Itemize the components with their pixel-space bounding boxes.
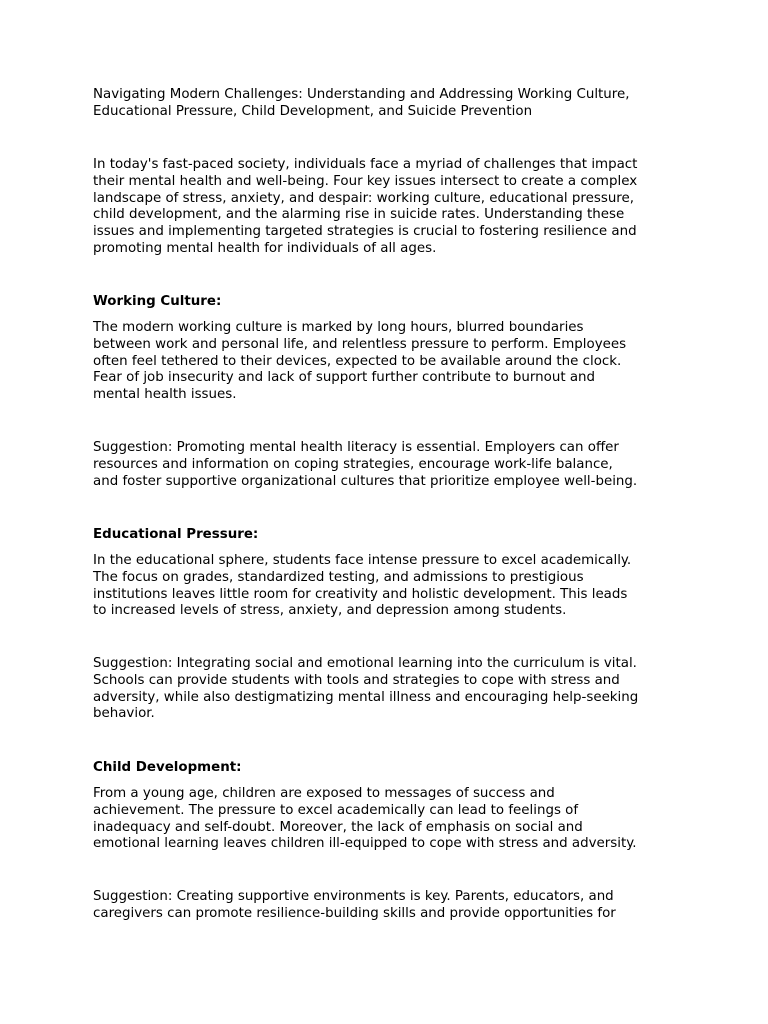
intro-paragraph: In today's fast-paced society, individuals face a myriad of challenges that impact their mental health and well-being. Four key issues intersect to create a complex landscape of stress, anxiety, and despair: working culture, educational pressure, child development, and the alarming rise in suicide rates. Understanding these issues and implementing targeted strategies is crucial to fostering resilience and promoting mental health for individuals of all ages. (93, 157, 638, 256)
document-title: Navigating Modern Challenges: Understanding and Addressing Working Culture, Educational Pressure, Child Development, and Suicide Prevention (93, 87, 630, 119)
section-suggestion-child-development: Suggestion: Creating supportive environments is key. Parents, educators, and caregivers can promote resilience-building skills and provide opportunities for (93, 889, 616, 921)
section-heading-working-culture: Working Culture: (93, 294, 222, 309)
section-suggestion-educational-pressure: Suggestion: Integrating social and emotional learning into the curriculum is vital. Schools can provide students with tools and strategies to cope with stress and adversity, while also destigmatizing mental illness and encouraging help-seeking behavior. (93, 656, 639, 722)
section-suggestion-working-culture: Suggestion: Promoting mental health literacy is essential. Employers can offer resources and information on coping strategies, encourage work-life balance, and foster supportive organizational cultures that prioritize employee well-being. (93, 440, 638, 489)
section-body-working-culture: The modern working culture is marked by long hours, blurred boundaries between work and personal life, and relentless pressure to perform. Employees often feel tethered to their devices, expected to be available around the clock. Fear of job insecurity and lack of support further contribute to burnout and mental health issues. (93, 320, 627, 403)
section-body-child-development: From a young age, children are exposed to messages of success and achievement. The pressure to excel academically can lead to feelings of inadequacy and self-doubt. Moreover, the lack of emphasis on social and emotional learning leaves children ill-equipped to cope with stress and adversity. (93, 786, 637, 852)
section-body-educational-pressure: In the educational sphere, students face intense pressure to excel academically. The focus on grades, standardized testing, and admissions to prestigious institutions leaves little room for creativity and holistic development. This leads to increased levels of stress, anxiety, and depression among students. (93, 553, 632, 619)
section-heading-educational-pressure: Educational Pressure: (93, 527, 259, 542)
section-heading-child-development: Child Development: (93, 760, 242, 775)
